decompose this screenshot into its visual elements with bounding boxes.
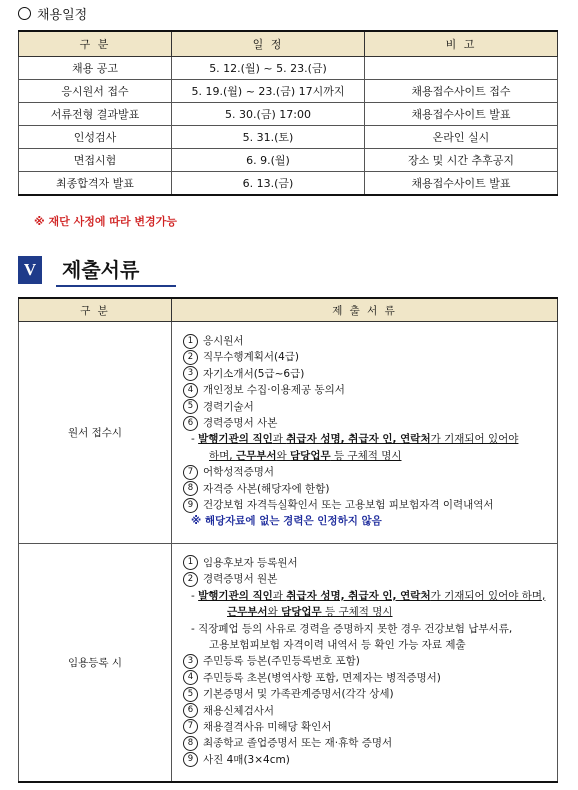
sub-note-cont: 고용보험피보험 자격이력 내역서 등 확인 가능 자료 제출 — [209, 638, 466, 651]
item-text: 경력증명서 원본 — [203, 573, 278, 586]
list-item — [183, 382, 556, 398]
emphasis: 근무부서 — [227, 606, 268, 619]
schedule-heading — [18, 4, 87, 23]
list-item — [183, 571, 556, 587]
circled-number: 9 — [183, 498, 198, 513]
circled-number: 6 — [183, 416, 198, 431]
dash: - — [191, 433, 199, 446]
item-text: 임용후보자 등록원서 — [203, 556, 298, 569]
circled-number: 7 — [183, 465, 198, 480]
sub-note-cont — [183, 448, 556, 464]
row-label-appointment: 임용등록 시 — [19, 543, 172, 782]
application-docs-cell — [172, 322, 558, 544]
item-text: 채용결격사유 미해당 확인서 — [203, 720, 332, 733]
circled-number: 1 — [183, 334, 198, 349]
emphasis: 발행기관의 직인 — [198, 433, 273, 446]
list-item — [183, 752, 556, 768]
cell-date: 5. 31.(토) — [172, 126, 365, 149]
item-text: 주민등록 등본(주민등록번호 포함) — [203, 655, 360, 668]
item-text: 자기소개서(5급~6급) — [203, 367, 305, 380]
cell-item: 면접시험 — [19, 149, 172, 172]
table-row — [19, 103, 558, 126]
sub-note-cont — [183, 604, 556, 620]
item-text: 채용신체검사서 — [203, 704, 275, 717]
text: 과 — [272, 589, 287, 602]
cell-item: 최종합격자 발표 — [19, 172, 172, 196]
sub-note: - 직장폐업 등의 사유로 경력을 증명하지 못한 경우 건강보험 납부서류, — [191, 622, 513, 635]
circled-number: 1 — [183, 555, 198, 570]
item-text: 개인정보 수집·이용제공 동의서 — [203, 384, 345, 397]
table-row — [19, 172, 558, 196]
list-item — [183, 735, 556, 751]
list-item — [183, 703, 556, 719]
circled-number: 4 — [183, 670, 198, 685]
list-item — [183, 653, 556, 669]
emphasis: 취급자 성명, 취급자 인, 연락처 — [286, 589, 431, 602]
text: 등 구체적 명시 — [330, 449, 402, 462]
appointment-docs-cell — [172, 543, 558, 782]
item-text: 기본증명서 및 가족관계증명서(각각 상세) — [203, 688, 394, 701]
cell-note: 온라인 실시 — [365, 126, 558, 149]
item-text: 응시원서 — [203, 335, 244, 347]
list-item — [183, 670, 556, 686]
dash: - — [191, 589, 199, 602]
cell-note: 채용접수사이트 발표 — [365, 172, 558, 196]
circled-number: 6 — [183, 703, 198, 718]
col-header-category: 구 분 — [19, 298, 172, 322]
circled-number: 3 — [183, 654, 198, 669]
emphasis: 근무부서 — [235, 449, 277, 462]
circled-number: 2 — [183, 572, 198, 587]
cell-date: 6. 9.(월) — [172, 149, 365, 172]
circled-number: 8 — [183, 481, 198, 496]
circled-number: 7 — [183, 719, 198, 734]
circled-number: 4 — [183, 383, 198, 398]
text: 가 기재되어 있어야 하며, — [430, 589, 546, 602]
circled-number: 3 — [183, 366, 198, 381]
emphasis: 발행기관의 직인 — [198, 589, 273, 602]
list-item — [183, 415, 556, 431]
item-text: 주민등록 초본(병역사항 포함, 면제자는 병적증명서) — [203, 671, 441, 684]
list-item — [183, 555, 556, 571]
career-notice: ※ 해당자료에 없는 경력은 인정하지 않음 — [191, 515, 382, 528]
cell-item: 인성검사 — [19, 126, 172, 149]
text: 하며, — [209, 449, 236, 462]
circled-number: 5 — [183, 399, 198, 414]
cell-date: 5. 19.(월) ~ 23.(금) 17시까지 — [172, 80, 365, 103]
text: 와 — [267, 606, 282, 619]
table-row — [19, 57, 558, 80]
table-row — [19, 543, 558, 782]
schedule-table — [18, 30, 558, 196]
circled-number: 5 — [183, 687, 198, 702]
item-text: 어학성적증명서 — [203, 466, 275, 479]
circled-number: 9 — [183, 752, 198, 767]
table-row — [19, 322, 558, 544]
col-header-documents: 제 출 서 류 — [172, 298, 558, 322]
cell-item: 응시원서 접수 — [19, 80, 172, 103]
item-text: 최종학교 졸업증명서 또는 재·휴학 증명서 — [203, 737, 393, 750]
row-label-application: 원서 접수시 — [19, 322, 172, 544]
sub-note — [183, 588, 556, 604]
table-header-row — [19, 298, 558, 322]
circled-number: 8 — [183, 736, 198, 751]
table-row — [19, 126, 558, 149]
table-row — [19, 80, 558, 103]
emphasis: 담당업무 — [281, 606, 322, 619]
list-item — [183, 481, 556, 497]
cell-note: 채용접수사이트 발표 — [365, 103, 558, 126]
schedule-footnote: ※ 재단 사정에 따라 변경가능 — [34, 215, 177, 228]
emphasis: 담당업무 — [290, 449, 331, 462]
section-title-underline — [56, 285, 176, 287]
list-item — [183, 333, 556, 349]
cell-note: 채용접수사이트 접수 — [365, 80, 558, 103]
circle-bullet-icon — [18, 7, 31, 20]
section-header — [18, 256, 558, 286]
cell-note — [365, 57, 558, 80]
list-item — [183, 686, 556, 702]
table-row — [19, 149, 558, 172]
cell-date: 5. 30.(금) 17:00 — [172, 103, 365, 126]
text: 가 기재되어 있어야 — [430, 433, 519, 446]
item-text: 자격증 사본(해당자에 한함) — [203, 482, 330, 495]
schedule-heading-text: 채용일정 — [37, 8, 88, 23]
list-item — [183, 366, 556, 382]
col-header-category: 구 분 — [19, 31, 172, 57]
table-header-row — [19, 31, 558, 57]
cell-item: 서류전형 결과발표 — [19, 103, 172, 126]
cell-date: 6. 13.(금) — [172, 172, 365, 196]
item-text: 경력기술서 — [203, 400, 254, 413]
list-item — [183, 399, 556, 415]
section-number-badge: V — [18, 256, 42, 284]
list-item — [183, 464, 556, 480]
sub-note — [183, 431, 556, 447]
cell-note: 장소 및 시간 추후공지 — [365, 149, 558, 172]
list-item — [183, 349, 556, 365]
text: 등 구체적 명시 — [321, 606, 393, 619]
text: 과 — [272, 433, 287, 446]
col-header-remarks: 비 고 — [365, 31, 558, 57]
emphasis: 취급자 성명, 취급자 인, 연락처 — [286, 433, 431, 446]
col-header-date: 일 정 — [172, 31, 365, 57]
item-text: 직무수행계획서(4급) — [203, 351, 300, 364]
cell-item: 채용 공고 — [19, 57, 172, 80]
list-item — [183, 497, 556, 513]
cell-date: 5. 12.(월) ~ 5. 23.(금) — [172, 57, 365, 80]
list-item — [183, 719, 556, 735]
section-title: 제출서류 — [62, 258, 140, 282]
circled-number: 2 — [183, 350, 198, 365]
item-text: 사진 4매(3×4cm) — [203, 753, 290, 766]
item-text: 건강보험 자격득실확인서 또는 고용보험 피보험자격 이력내역서 — [203, 499, 494, 512]
documents-table — [18, 297, 558, 783]
item-text: 경력증명서 사본 — [203, 417, 278, 430]
text: 와 — [276, 449, 291, 462]
